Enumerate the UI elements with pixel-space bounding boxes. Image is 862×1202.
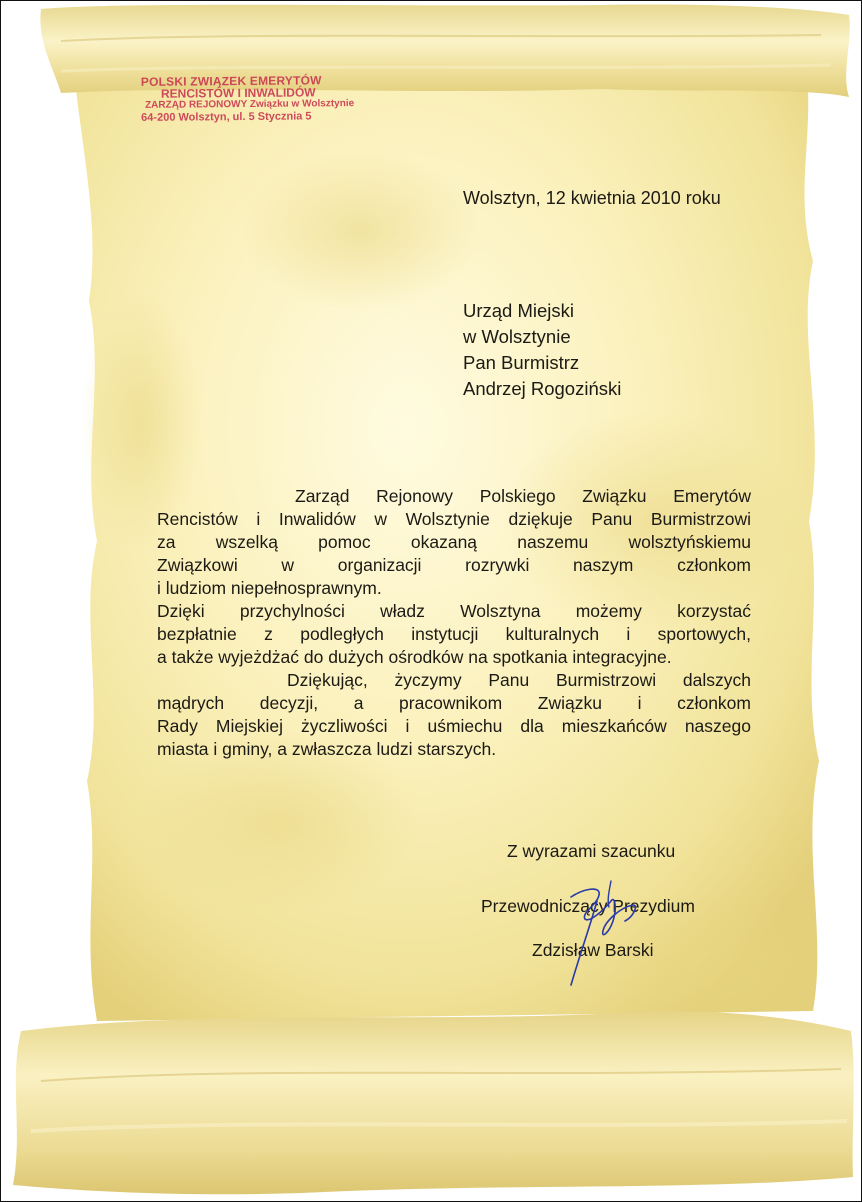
body-line: Zarząd Rejonowy Polskiego Związku Emerytów: [295, 486, 751, 506]
letter-date: Wolsztyn, 12 kwietnia 2010 roku: [463, 188, 721, 208]
body-line: a także wyjeżdżać do dużych ośrodków na spotkania integracyjne.: [157, 647, 672, 667]
body-line: Rencistów i Inwalidów w Wolsztynie dziękuje Panu Burmistrzowi: [157, 509, 751, 529]
body-line: Związkowi w organizacji rozrywki naszym członkom: [157, 555, 751, 575]
body-line: mądrych decyzji, a pracownikom Związku i członkom: [157, 693, 751, 713]
recipient-line-1: Urząd Miejski: [463, 300, 575, 321]
closing-salutation: Z wyrazami szacunku: [507, 841, 676, 861]
letter-body: [157, 485, 751, 761]
recipient-line-3: Pan Burmistrz: [463, 352, 580, 373]
body-line: za wszelką pomoc okazaną naszemu wolsztyńskiemu: [157, 532, 751, 552]
body-line: Rady Miejskiej życzliwości i uśmiechu dla mieszkańców naszego: [157, 716, 751, 736]
paragraph-2: [157, 600, 751, 669]
body-line: bezpłatnie z podległych instytucji kulturalnych i sportowych,: [157, 624, 751, 644]
recipient-line-4: Andrzej Rogoziński: [463, 378, 622, 399]
paragraph-3: [157, 669, 751, 761]
signatory-role: Przewodniczący Prezydium: [481, 896, 695, 916]
paragraph-1: [157, 485, 751, 600]
stamp-line-2: RENCISTÓW I INWALIDÓW: [160, 85, 316, 101]
recipient-address: [463, 298, 621, 402]
stamp-line-4: 64-200 Wolsztyn, ul. 5 Stycznia 5: [141, 110, 312, 124]
recipient-line-2: w Wolsztynie: [463, 326, 571, 347]
body-line: i ludziom niepełnosprawnym.: [157, 578, 382, 598]
body-line: miasta i gminy, a zwłaszcza ludzi starszych.: [157, 739, 497, 759]
stamp-line-1: POLSKI ZWIĄZEK EMERYTÓW: [140, 73, 322, 89]
body-line: Dziękując, życzymy Panu Burmistrzowi dalszych: [287, 670, 751, 690]
stamp-line-3: ZARZĄD REJONOWY Związku w Wolsztynie: [145, 98, 355, 111]
organization-stamp: [140, 73, 355, 124]
signatory-name: Zdzisław Barski: [532, 940, 654, 960]
body-line: Dzięki przychylności władz Wolsztyna możemy korzystać: [157, 601, 751, 621]
